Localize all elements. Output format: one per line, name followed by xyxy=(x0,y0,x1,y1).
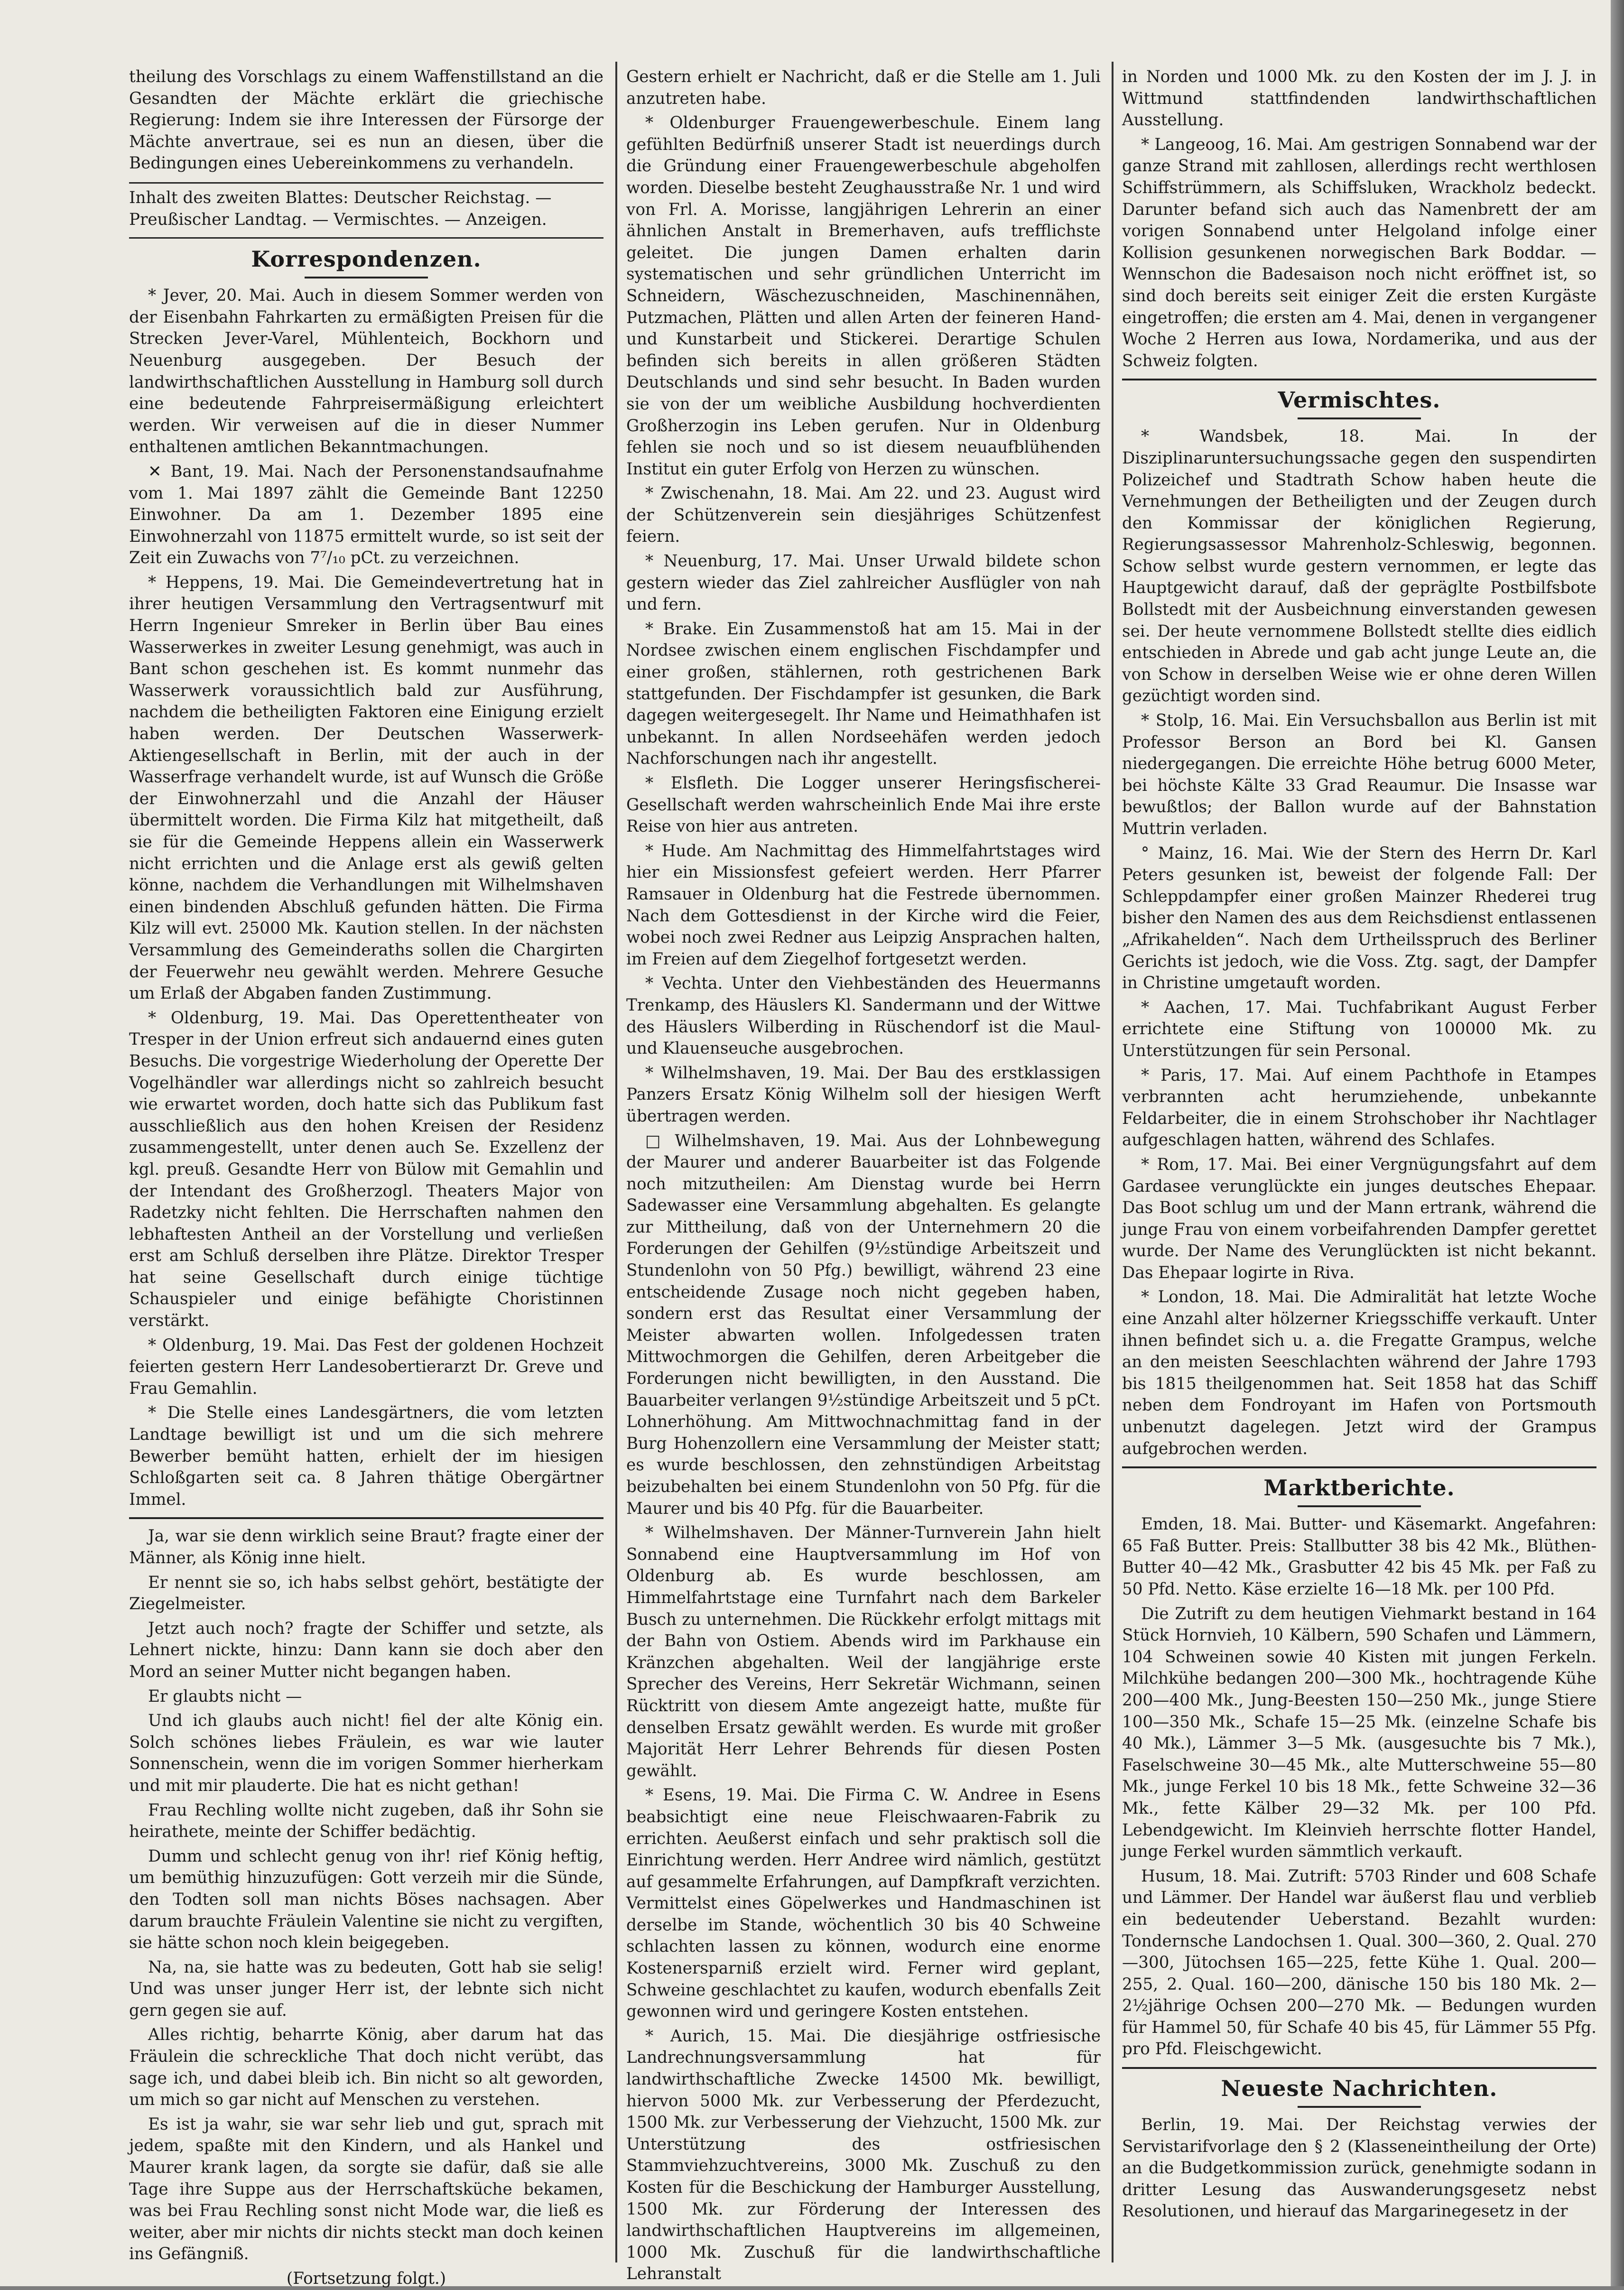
article: * Vechta. Unter den Viehbeständen des Heuermanns Trenkamp, des Häuslers Kl. Sandermann und der Wittwe des Häuslers Wilberding in Rüschendorf ist die Maul- und Klauenseuche ausgebrochen. xyxy=(626,974,1101,1058)
feuilleton-paragraph: Alles richtig, beharrte König, aber darum hat das Fräulein die schreckliche That doch nicht verübt, das sage ich, und dabei bleib ich. Bin nicht so alt geworden, um mich so gar nicht auf Menschen zu verstehen. xyxy=(129,2025,603,2110)
article: in Norden und 1000 Mk. zu den Kosten der im J. J. in Wittmund stattfindenden landwirthschaftlichen Ausstellung. xyxy=(1122,67,1596,130)
divider xyxy=(1298,1505,1421,1507)
feuilleton-paragraph: Ja, war sie denn wirklich seine Braut? fragte einer der Männer, als König inne hielt. xyxy=(129,1527,603,1567)
article: □ Wilhelmshaven, 19. Mai. Aus der Lohnbewegung der Maurer und anderer Bauarbeiter ist das Folgende noch mitzutheilen: Am Dienstag wurde bei Herrn Sadewasser eine Versammlung abgehalten. Es gelangte zur Mittheilung, daß von der Unternehmern 20 die Forderungen der Gehilfen (9½stündige Arbeitszeit und Stundenlohn von 50 Pfg.) bewilligt, während 23 eine entscheidende Zusage noch nicht gegeben haben, sondern erst das Resultat einer Versammlung der Meister abwarten wollen. Infolgedessen traten Mittwochmorgen die Gehilfen, deren Arbeitgeber die Forderungen nicht bewilligten, in den Ausstand. Die Bauarbeiter verlangen 9½stündige Arbeitszeit und 5 pCt. Lohnerhöhung. Am Mittwochnachmittag fand in der Burg Hohenzollern eine Versammlung der Meister statt; es wurde beschlossen, den zehnstündigen Arbeitstag beizubehalten bei einem Stundenlohn von 50 Pfg. für die Maurer und bis 40 Pfg. für die Bauarbeiter. xyxy=(626,1131,1101,1518)
article: * Oldenburg, 19. Mai. Das Fest der goldenen Hochzeit feierten gestern Herr Landesobertierarzt Dr. Greve und Frau Gemahlin. xyxy=(129,1335,603,1398)
article: * Aachen, 17. Mai. Tuchfabrikant August Ferber errichtete eine Stiftung von 100000 Mk. zu Unterstützungen für sein Personal. xyxy=(1122,998,1596,1060)
column-2 xyxy=(626,66,1101,2284)
article: Die Zutrift zu dem heutigen Viehmarkt bestand in 164 Stück Hornvieh, 10 Kälbern, 590 Schafen und Lämmern, 104 Schweinen sowie 40 Kisten mit jungen Ferkeln. Milchkühe bedangen 200—300 Mk., hochtragende Kühe 200—400 Mk., Jung-Beesten 150—250 Mk., junge Stiere 100—350 Mk., Schafe 15—25 Mk. (einzelne Schafe bis 40 Mk.), Lämmer 3—5 Mk. (ausgesuchte bis 7 Mk.), Faselschweine 30—45 Mk., alte Mutterschweine 55—80 Mk., junge Ferkel 10 bis 18 Mk., fette Schweine 32—36 Mk., fette Kälber 29—32 Mk. per 100 Pfd. Lebendgewicht. Im Kleinvieh herrschte flotter Handel, junge Ferkel wurden sämmtlich verkauft. xyxy=(1122,1604,1596,1862)
divider xyxy=(1298,417,1421,419)
column-rule xyxy=(615,62,617,2262)
contents-box xyxy=(129,182,603,239)
article: * Wandsbek, 18. Mai. In der Disziplinaruntersuchungssache gegen den suspendirten Polizeichef und Stadtrath Schow haben heute die Vernehmungen der Betheiligten und der Zeugen durch den Kommissar der königlichen Regierung, Regierungsassessor Mahrenholz-Schleswig, begonnen. Schow selbst wurde gestern vernommen, er legte das Hauptgewicht darauf, daß der gepräglte Postbilfsbote Bollstedt mit der Ausbeichnung einverstanden gewesen sei. Der heute vernommene Bollstedt stellte dies eidlich entschieden in Abrede und gab acht junge Leute an, die von Schow in derselben Weise wie er ohne deren Willen gezüchtigt worden sind. xyxy=(1122,427,1596,706)
article: ° Mainz, 16. Mai. Wie der Stern des Herrn Dr. Karl Peters gesunken ist, beweist der folgende Fall: Der Schleppdampfer einer großen Mainzer Rhederei trug bisher den Namen des aus dem Reichsdienst entlassenen „Afrikahelden“. Nach dem Urtheilsspruch des Berliner Gerichts ist jedoch, wie die Voss. Ztg. sagt, der Dampfer in Christine umgetauft worden. xyxy=(1122,844,1596,993)
column-3 xyxy=(1122,66,1596,2253)
article: * Zwischenahn, 18. Mai. Am 22. und 23. August wird der Schützenverein sein diesjähriges Schützenfest feiern. xyxy=(626,484,1101,547)
article: Berlin, 19. Mai. Der Reichstag verwies der Servistarifvorlage den § 2 (Klasseneintheilung der Orte) an die Budgetkommission zurück, genehmigte sodann in dritter Lesung das Auswanderungsgesetz nebst Resolutionen, und hierauf das Margarinegesetz in der xyxy=(1122,2115,1596,2221)
article: Emden, 18. Mai. Butter- und Käsemarkt. Angefahren: 65 Faß Butter. Preis: Stallbutter 38 bis 42 Mk., Blüthen-Butter 40—42 Mk., Grasbutter 42 bis 45 Mk. per Faß zu 50 Pfd. Netto. Käse erzielte 16—18 Mk. per 100 Pfd. xyxy=(1122,1515,1596,1599)
article: * Hude. Am Nachmittag des Himmelfahrtstages wird hier ein Missionsfest gefeiert werden. Herr Pfarrer Ramsauer in Oldenburg hat die Festrede übernommen. Nach dem Gottesdienst in der Kirche wird die Feier, wobei noch zwei Redner aus Leipzig Ansprachen halten, im Freien auf dem Ziegelhof fortgesetzt werden. xyxy=(626,841,1101,969)
article: * Heppens, 19. Mai. Die Gemeindevertretung hat in ihrer heutigen Versammlung den Vertragsentwurf mit Herrn Ingenieur Smreker in Berlin über Bau eines Wasserwerkes in zweiter Lesung genehmigt, was auch in Bant schon geschehen ist. Es kommt nunmehr das Wasserwerk voraussichtlich bald zur Ausführung, nachdem die betheiligten Faktoren eine Einigung erzielt haben werden. Der Deutschen Wasserwerk-Aktiengesellschaft in Berlin, mit der auch in der Wasserfrage verhandelt wurde, ist auf Wunsch die Größe der Einwohnerzahl und die Anzahl der Häuser übermittelt worden. Die Firma Kilz hat mitgetheilt, daß sie für die Gemeinde Heppens allein ein Wasserwerk nicht errichten und die Anlage erst als gewiß gelten könne, nachdem die Verhandlungen mit Wilhelmshaven einen bindenden Abschluß gefunden hätten. Die Firma Kilz will evt. 25000 Mk. Kaution stellen. In der nächsten Versammlung des Gemeinderaths sollen die Chargirten der Feuerwehr neu gewählt werden. Mehrere Gesuche um Erlaß der Abgaben fanden Zustimmung. xyxy=(129,573,603,1003)
feuilleton-paragraph: Es ist ja wahr, sie war sehr lieb und gut, sprach mit jedem, spaßte mit den Kindern, und als Hankel und Maurer krank lagen, da sorgte sie dafür, daß sie alle Tage ihre Suppe aus der Herrschaftsküche bekamen, was bei Frau Rechling sonst nicht Mode war, die ließ es weiter, aber mir nichts dir nichts steckt man doch keinen ins Gefängniß. xyxy=(129,2114,603,2264)
feuilleton-paragraph: Na, na, sie hatte was zu bedeuten, Gott hab sie selig! Und was unser junger Herr ist, der lebnte sich nicht gern gegen sie auf. xyxy=(129,1957,603,2020)
feuilleton-paragraph: Jetzt auch noch? fragte der Schiffer und setzte, als Lehnert nickte, hinzu: Dann kann sie doch aber den Mord an seiner Mutter nicht begangen haben. xyxy=(129,1619,603,1681)
article: * Langeoog, 16. Mai. Am gestrigen Sonnabend war der ganze Strand mit zahllosen, allerdings recht werthlosen Schiffstrümmern, als Schiffsluken, Wrackholz bedeckt. Darunter befand sich auch das Namenbrett der am vorigen Sonnabend unter Helgoland infolge einer Kollision gesunkenen norwegischen Bark Boddar. — Wennschon die Badesaison noch nicht eröffnet ist, so sind doch bereits seit einiger Zeit die ersten Kurgäste eingetroffen; die ersten am 4. Mai, denen in vergangener Woche 2 Herren aus Iowa, Nordamerika, und aus der Schweiz folgten. xyxy=(1122,135,1596,371)
article: * Brake. Ein Zusammenstoß hat am 15. Mai in der Nordsee zwischen einem englischen Fischdampfer und einer großen, stählernen, roth gestrichenen Bark stattgefunden. Der Fischdampfer ist gesunken, die Bark dagegen weitergesegelt. Ihr Name und Heimathhafen ist unbekannt. In allen Nordseehäfen werden jedoch Nachforschungen nach ihr angestellt. xyxy=(626,619,1101,769)
article: * Paris, 17. Mai. Auf einem Pachthofe in Etampes verbrannten acht herumziehende, unbekannte Feldarbeiter, die in einem Strohschober ihr Nachtlager aufgeschlagen hatten, während des Schlafes. xyxy=(1122,1066,1596,1150)
article: * Wilhelmshaven. Der Männer-Turnverein Jahn hielt Sonnabend eine Hauptversammlung im Hof von Oldenburg ab. Es wurde beschlossen, am Himmelfahrtstage eine Turnfahrt nach dem Barkeler Busch zu unternehmen. Die Rückkehr erfolgt mittags mit der Bahn von Ostiem. Abends wird im Parkhause ein Kränzchen abgehalten. Weil der langjährige erste Sprecher des Vereins, Herr Sekretär Wichmann, seinen Rücktritt von diesem Amte angezeigt hatte, mußte für denselben Ersatz gewählt werden. Es wurde mit großer Majorität Herr Lehrer Behrends für diesen Posten gewählt. xyxy=(626,1523,1101,1780)
divider xyxy=(1122,1466,1596,1468)
article: * Oldenburger Frauengewerbeschule. Einem lang gefühlten Bedürfniß unserer Stadt ist neuerdings durch die Gründung einer Frauengewerbeschule abgeholfen worden. Dieselbe besteht Zeughausstraße Nr. 1 und wird von Frl. A. Morisse, langjährigen Lehrerin an einer ähnlichen Anstalt in Bremerhaven, aufs trefflichste geleitet. Die jungen Damen erhalten darin systematischen und sehr gründlichen Unterricht im Schneidern, Wäschezuschneiden, Maschinennähen, Putzmachen, Plätten und allen Arten der feineren Hand- und Kunstarbeit und Stickerei. Derartige Schulen befinden sich bereits in allen größeren Städten Deutschlands und sind sehr besucht. In Baden wurden sie von der um weibliche Ausbildung hochverdienten Großherzogin ins Leben gerufen. Nur in Oldenburg fehlen sie noch und so ist diesem neuaufblühenden Institut ein guter Erfolg von Herzen zu wünschen. xyxy=(626,113,1101,479)
article: Gestern erhielt er Nachricht, daß er die Stelle am 1. Juli anzutreten habe. xyxy=(626,67,1101,108)
article: * Jever, 20. Mai. Auch in diesem Sommer werden von der Eisenbahn Fahrkarten zu ermäßigten Preisen für die Strecken Jever-Varel, Mühlenteich, Bockhorn und Neuenburg ausgegeben. Der Besuch der landwirthschaftlichen Ausstellung in Hamburg soll durch eine bedeutende Fahrpreisermäßigung erleichtert werden. Wir verweisen auf die in dieser Nummer enthaltenen amtlichen Bekanntmachungen. xyxy=(129,286,603,457)
article: * Die Stelle eines Landesgärtners, die vom letzten Landtage bewilligt ist und um die sich mehrere Bewerber bemüht hatten, erhielt der im hiesigen Schloßgarten seit ca. 8 Jahren thätige Obergärtner Immel. xyxy=(129,1403,603,1509)
article: Husum, 18. Mai. Zutrift: 5703 Rinder und 608 Schafe und Lämmer. Der Handel war äußerst flau und verblieb ein bedeutender Ueberstand. Bezahlt wurden: Tondernsche Landochsen 1. Qual. 300—360, 2. Qual. 270—300, Jütochsen 165—225, fette Kühe 1. Qual. 200—255, 2. Qual. 160—200, dänische 150 bis 180 Mk. 2—2½jährige Ochsen 200—270 Mk. — Bedungen wurden für Hammel 50, für Schafe 40 bis 45, für Lämmer 55 Pfg. pro Pfd. Fleischgewicht. xyxy=(1122,1866,1596,2059)
continuation-note: (Fortsetzung folgt.) xyxy=(286,2269,446,2288)
article: * Neuenburg, 17. Mai. Unser Urwald bildete schon gestern wieder das Ziel zahlreicher Ausflügler von nah und fern. xyxy=(626,552,1101,614)
section-heading: Neueste Nachrichten. xyxy=(1221,2076,1498,2102)
feuilleton-paragraph: Frau Rechling wollte nicht zugeben, daß ihr Sohn sie heirathete, meinte der Schiffer bedächtig. xyxy=(129,1800,603,1842)
article: * Aurich, 15. Mai. Die diesjährige ostfriesische Landrechnungsversammlung hat für landwirthschaftliche Zwecke 14500 Mk. bewilligt, hiervon 5000 Mk. zur Verbesserung der Pferdezucht, 1500 Mk. zur Verbesserung der Viehzucht, 1500 Mk. zur Unterstützung des ostfriesischen Stammviehzuchtvereins, 3000 Mk. Zuschuß zu den Kosten für die Beschickung der Hamburger Ausstellung, 1500 Mk. zur Förderung der Interessen des landwirthschaftlichen Hauptvereins im allgemeinen, 1000 Mk. Zuschuß für die landwirthschaftliche Lehranstalt xyxy=(626,2026,1101,2284)
column-1 xyxy=(129,66,603,2288)
divider xyxy=(1122,379,1596,380)
section-heading: Vermischtes. xyxy=(1278,387,1441,413)
article: * Esens, 19. Mai. Die Firma C. W. Andree in Esens beabsichtigt eine neue Fleischwaaren-Fabrik zu errichten. Aeußerst einfach und sehr praktisch soll die Einrichtung werden. Herr Andree wird nämlich, gestützt auf gesammelte Erfahrungen, auf Dampfkraft verzichten. Vermittelst eines Göpelwerkes und Handmaschinen ist derselbe im Stande, wöchentlich 30 bis 40 Schweine schlachten lassen zu können, wodurch eine enorme Kostenersparniß erzielt wird. Ferner wird geplant, Schweine geschlachtet zu kaufen, wodurch ebenfalls Zeit gewonnen wird und geringere Kosten entstehen. xyxy=(626,1786,1101,2021)
article: * Wilhelmshaven, 19. Mai. Der Bau des erstklassigen Panzers Ersatz König Wilhelm soll der hiesigen Werft übertragen werden. xyxy=(626,1063,1101,1126)
feuilleton-paragraph: Und ich glaubs auch nicht! fiel der alte König ein. Solch schönes liebes Fräulein, es war wie lauter Sonnenschein, wenn die im vorigen Sommer hierherkam und mit mir plauderte. Die hat es nicht gethan! xyxy=(129,1711,603,1795)
page-edge xyxy=(1611,0,1624,2286)
article: * Stolp, 16. Mai. Ein Versuchsballon aus Berlin ist mit Professor Berson an Bord bei Kl. Gansen niedergegangen. Die erreichte Höhe betrug 6000 Meter, bei höchste Kälte 33 Grad Reaumur. Die Insasse war bewußtlos; der Ballon wurde auf der Bahnstation Muttrin verladen. xyxy=(1122,711,1596,838)
article: * London, 18. Mai. Die Admiralität hat letzte Woche eine Anzahl alter hölzerner Kriegsschiffe verkauft. Unter ihnen befindet sich u. a. die Fregatte Grampus, welche an den meisten Seeschlachten während der Jahre 1793 bis 1815 theilgenommen hat. Seit 1858 hat das Schiff neben dem Fondroyant im Hafen von Portsmouth unbenutzt dagelegen. Jetzt wird der Grampus aufgebrochen werden. xyxy=(1122,1288,1596,1458)
divider xyxy=(1298,2106,1421,2108)
article: * Elsfleth. Die Logger unserer Heringsfischerei-Gesellschaft werden wahrscheinlich Ende Mai ihre erste Reise von hier aus antreten. xyxy=(626,774,1101,836)
feuilleton-paragraph: Er glaubts nicht — xyxy=(148,1687,302,1706)
article: * Rom, 17. Mai. Bei einer Vergnügungsfahrt auf dem Gardasee verunglückte ein junges deutsches Ehepaar. Das Boot schlug um und der Mann ertrank, während die junge Frau von einem vorbeifahrenden Dampfer gerettet wurde. Der Name des Verunglückten ist nicht bekannt. Das Ehepaar logirte in Riva. xyxy=(1122,1155,1596,1282)
section-heading: Marktberichte. xyxy=(1263,1475,1455,1501)
divider xyxy=(129,1517,603,1519)
feuilleton-paragraph: Er nennt sie so, ich habs selbst gehört, bestätigte der Ziegelmeister. xyxy=(129,1573,603,1614)
article: * Oldenburg, 19. Mai. Das Operettentheater von Tresper in der Union erfreut sich andauernd eines guten Besuchs. Die vorgestrige Wiederholung der Operette Der Vogelhändler war allerdings nicht so zahlreich besucht wie erwartet worden, doch hatte sich das Publikum fast ausschließlich aus den hohen Kreisen der Residenz zusammengestellt, unter denen auch Se. Exzellenz der kgl. preuß. Gesandte Herr von Bülow mit Gemahlin und der Intendant des Großherzogl. Theaters Major von Radetzky nicht fehlten. Die Herrschaften nahmen den lebhaftesten Antheil an der Vorstellung und verließen erst am Schluß derselben ihre Plätze. Direktor Tresper hat seine Gesellschaft durch einige tüchtige Schauspieler und einige befähigte Choristinnen verstärkt. xyxy=(129,1008,603,1331)
article: ✕ Bant, 19. Mai. Nach der Personenstandsaufnahme vom 1. Mai 1897 zählt die Gemeinde Bant 12250 Einwohner. Da am 1. Dezember 1895 eine Einwohnerzahl von 11875 ermittelt wurde, so ist seit der Zeit ein Zuwachs von 7⁷/₁₀ pCt. zu verzeichnen. xyxy=(129,462,603,568)
feuilleton-paragraph: Dumm und schlecht genug von ihr! rief König heftig, um bemüthig hinzuzufügen: Gott verzeih mir die Sünde, den Todten soll man nichts Böses nachsagen. Aber darum brauchte Fräulein Valentine sie nicht zu vergiften, sie hätte schon noch klein beigegeben. xyxy=(129,1846,603,1953)
section-heading: Korrespondenzen. xyxy=(251,246,482,272)
divider xyxy=(1122,2067,1596,2069)
column-rule xyxy=(1112,62,1114,2262)
contents-text: Inhalt des zweiten Blattes: Deutscher Reichstag. — Preußischer Landtag. — Vermischtes. — Anzeigen. xyxy=(129,188,552,229)
intro-text: theilung des Vorschlags zu einem Waffenstillstand an die Gesandten der Mächte erklärt die griechische Regierung: Indem sie ihre Interessen der Fürsorge der Mächte anvertraue, sei es nun an diesen, über die Bedingungen eines Uebereinkommens zu verhandeln. xyxy=(129,67,603,173)
divider xyxy=(305,277,428,278)
